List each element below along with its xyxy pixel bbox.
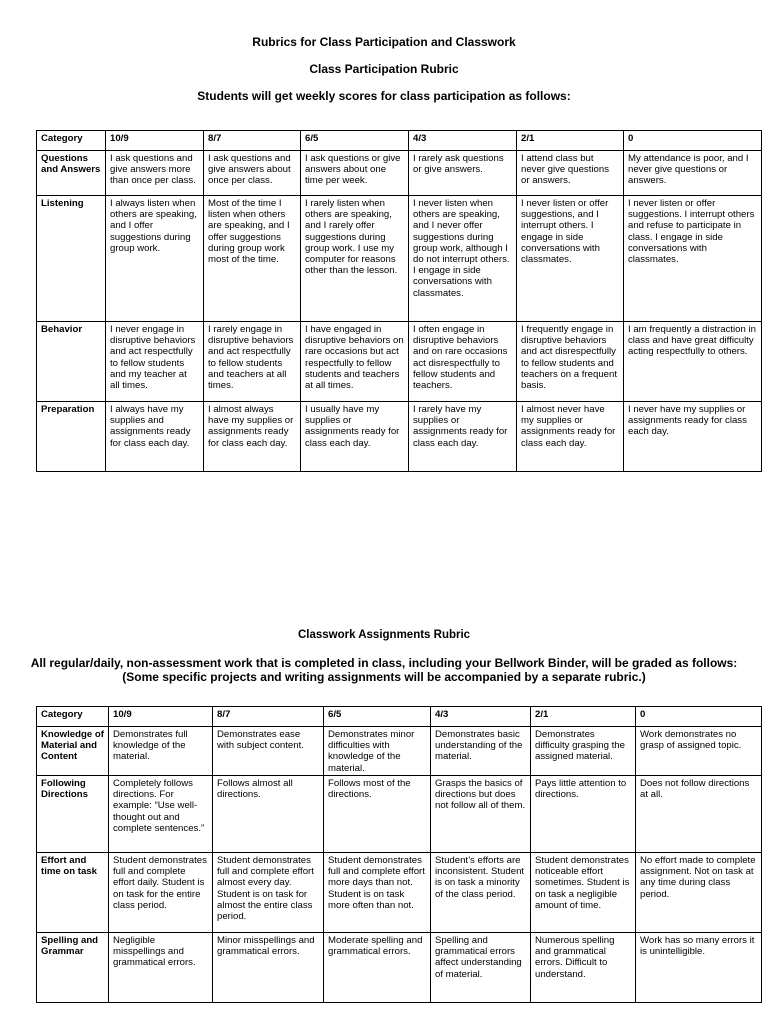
rubric-cell: Work has so many errors it is unintelligible. (636, 933, 762, 1003)
column-header: 4/3 (431, 707, 531, 727)
category-cell: Questions and Answers (37, 151, 106, 196)
rubric-cell: I never have my supplies or assignments ready for class each day. (624, 402, 762, 472)
rubric-cell: Student demonstrates full and complete effort almost every day. Student is on task for almost the entire class period. (213, 853, 324, 933)
column-header: 10/9 (106, 131, 204, 151)
rubric-cell: Negligible misspellings and grammatical errors. (109, 933, 213, 1003)
column-header: Category (37, 131, 106, 151)
rubric-cell: I always have my supplies and assignments ready for class each day. (106, 402, 204, 472)
rubric-cell: Follows almost all directions. (213, 776, 324, 853)
table-row (37, 853, 762, 933)
rubric-cell: I always listen when others are speaking, and I offer suggestions during group work. (106, 196, 204, 322)
participation-intro: Students will get weekly scores for class participation as follows: (197, 89, 571, 103)
table-row (37, 322, 762, 402)
column-header: Category (37, 707, 109, 727)
rubric-cell: Completely follows directions. For example: “Use well-thought out and complete sentences.” (109, 776, 213, 853)
rubric-cell: Work demonstrates no grasp of assigned topic. (636, 727, 762, 776)
column-header: 6/5 (324, 707, 431, 727)
document-title: Rubrics for Class Participation and Classwork (252, 35, 516, 49)
table-row (37, 196, 762, 322)
table-row (37, 776, 762, 853)
rubric-cell: I am frequently a distraction in class and have great difficulty acting respectfully to others. (624, 322, 762, 402)
rubric-cell: Demonstrates basic understanding of the material. (431, 727, 531, 776)
rubric-cell: I ask questions and give answers more than once per class. (106, 151, 204, 196)
table-row (37, 727, 762, 776)
rubric-cell: Most of the time I listen when others are speaking, and I offer suggestions during group work most of the time. (204, 196, 301, 322)
category-cell: Behavior (37, 322, 106, 402)
rubric-cell: Numerous spelling and grammatical errors. Difficult to understand. (531, 933, 636, 1003)
column-header: 4/3 (409, 131, 517, 151)
rubric-cell: No effort made to complete assignment. Not on task at any time during class period. (636, 853, 762, 933)
classwork-intro (0, 656, 768, 684)
rubric-cell: I usually have my supplies or assignments ready for class each day. (301, 402, 409, 472)
rubric-cell: Student demonstrates noticeable effort sometimes. Student is on task a negligible amount of time. (531, 853, 636, 933)
rubric-cell: Moderate spelling and grammatical errors. (324, 933, 431, 1003)
category-cell: Knowledge of Material and Content (37, 727, 109, 776)
column-header: 8/7 (213, 707, 324, 727)
classwork-intro-line1: All regular/daily, non-assessment work that is completed in class, including your Bellwork Binder, will be graded as follows: (30, 656, 738, 670)
rubric-cell: I frequently engage in disruptive behaviors and act disrespectfully to fellow students and teachers on a frequent basis. (517, 322, 624, 402)
rubric-cell: Student’s efforts are inconsistent. Student is on task a minority of the class period. (431, 853, 531, 933)
column-header: 2/1 (517, 131, 624, 151)
rubric-cell: Does not follow directions at all. (636, 776, 762, 853)
rubric-cell: I never listen or offer suggestions. I interrupt others and refuse to participate in class. I engage in side conversations with classmates. (624, 196, 762, 322)
rubric-cell: Spelling and grammatical errors affect understanding of material. (431, 933, 531, 1003)
rubric-cell: I attend class but never give questions or answers. (517, 151, 624, 196)
rubric-cell: I often engage in disruptive behaviors and on rare occasions act disrespectfully to fellow students and teachers. (409, 322, 517, 402)
rubric-cell: I rarely listen when others are speaking, and I rarely offer suggestions during group work. I use my computer for reasons other than the lesson. (301, 196, 409, 322)
rubric-cell: Pays little attention to directions. (531, 776, 636, 853)
category-cell: Preparation (37, 402, 106, 472)
rubric-cell: Student demonstrates full and complete effort more days than not. Student is on task more often than not. (324, 853, 431, 933)
rubric-cell: Demonstrates ease with subject content. (213, 727, 324, 776)
table-row (37, 151, 762, 196)
rubric-cell: I rarely ask questions or give answers. (409, 151, 517, 196)
rubric-cell: I rarely engage in disruptive behaviors and act respectfully to fellow students and teachers at all times. (204, 322, 301, 402)
rubric-cell: I never listen or offer suggestions, and I interrupt others. I engage in side conversations with classmates. (517, 196, 624, 322)
rubric-cell: I never engage in disruptive behaviors and act respectfully to fellow students and my teacher at all times. (106, 322, 204, 402)
rubric-cell: Follows most of the directions. (324, 776, 431, 853)
participation-rubric-table (36, 130, 762, 472)
rubric-cell: I rarely have my supplies or assignments ready for class each day. (409, 402, 517, 472)
rubric-cell: I have engaged in disruptive behaviors on rare occasions but act respectfully to fellow students and teachers at all times. (301, 322, 409, 402)
rubric-cell: My attendance is poor, and I never give questions or answers. (624, 151, 762, 196)
rubric-cell: I ask questions and give answers about once per class. (204, 151, 301, 196)
category-cell: Spelling and Grammar (37, 933, 109, 1003)
classwork-heading: Classwork Assignments Rubric (297, 629, 471, 641)
rubric-cell: Minor misspellings and grammatical errors. (213, 933, 324, 1003)
rubric-cell: I almost always have my supplies or assignments ready for class each day. (204, 402, 301, 472)
rubric-cell: Student demonstrates full and complete effort daily. Student is on task for the entire class period. (109, 853, 213, 933)
category-cell: Listening (37, 196, 106, 322)
table-row (37, 402, 762, 472)
column-header: 0 (624, 131, 762, 151)
table-header-row (37, 131, 762, 151)
column-header: 10/9 (109, 707, 213, 727)
rubric-cell: I ask questions or give answers about one time per week. (301, 151, 409, 196)
rubric-cell: I almost never have my supplies or assignments ready for class each day. (517, 402, 624, 472)
classwork-rubric-table (36, 706, 762, 1003)
participation-heading: Class Participation Rubric (309, 62, 459, 76)
rubric-cell: I never listen when others are speaking, and I never offer suggestions during group work, although I do not interrupt others. I engage in side conversations with classmates. (409, 196, 517, 322)
rubric-cell: Demonstrates minor difficulties with knowledge of the material. (324, 727, 431, 776)
category-cell: Following Directions (37, 776, 109, 853)
category-cell: Effort and time on task (37, 853, 109, 933)
rubric-cell: Demonstrates difficulty grasping the assigned material. (531, 727, 636, 776)
rubric-cell: Grasps the basics of directions but does not follow all of them. (431, 776, 531, 853)
table-header-row (37, 707, 762, 727)
rubric-cell: Demonstrates full knowledge of the material. (109, 727, 213, 776)
column-header: 0 (636, 707, 762, 727)
column-header: 8/7 (204, 131, 301, 151)
column-header: 2/1 (531, 707, 636, 727)
column-header: 6/5 (301, 131, 409, 151)
classwork-intro-line2: (Some specific projects and writing assignments will be accompanied by a separate rubric.) (122, 670, 646, 684)
table-row (37, 933, 762, 1003)
